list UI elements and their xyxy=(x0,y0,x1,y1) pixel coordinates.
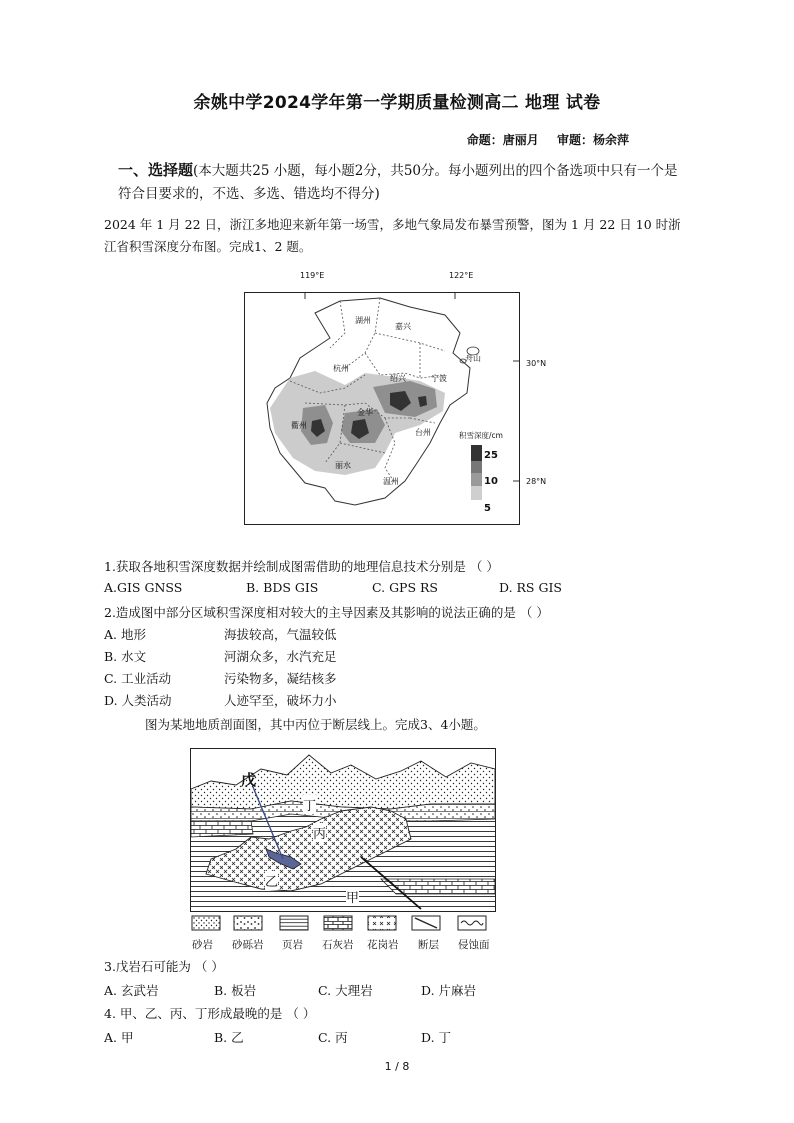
legend-shale xyxy=(280,916,308,930)
legend-box-25 xyxy=(471,445,482,461)
city-taizhou: 台州 xyxy=(415,428,431,437)
legend-title: 积雪深度/cm xyxy=(459,431,503,440)
q3-option-b: B. 板岩 xyxy=(214,983,257,998)
q4-option-c: C. 丙 xyxy=(318,1030,348,1045)
snow-depth-map xyxy=(244,292,520,525)
legend-box-10 xyxy=(471,473,482,486)
legend-granite xyxy=(368,916,396,930)
q1-options xyxy=(104,580,562,595)
legend-box-15 xyxy=(471,461,482,473)
city-ningbo: 宁波 xyxy=(431,374,447,383)
legend-label-conglomerate: 砂砾岩 xyxy=(232,939,264,951)
section-heading xyxy=(118,159,678,206)
q2-option-d-key: D. 人类活动 xyxy=(104,693,172,708)
city-lishui: 丽水 xyxy=(335,461,351,470)
q1-option-a: A.GIS GNSS xyxy=(104,580,183,595)
reviewer: 审题：杨余萍 xyxy=(556,133,629,147)
page-number: 1 / 8 xyxy=(384,1060,410,1073)
q2-option-d-val: 人迹罕至，破坏力小 xyxy=(224,693,337,708)
q2-option-b-key: B. 水文 xyxy=(104,649,147,664)
page-title: 余姚中学2024学年第一学期质量检测高二 地理 试卷 xyxy=(193,93,601,113)
q1-option-b: B. BDS GIS xyxy=(246,580,319,595)
legend-val-5: 5 xyxy=(484,503,491,514)
label-jia: 甲 xyxy=(346,887,359,906)
city-wenzhou: 温州 xyxy=(383,477,399,486)
q1-option-d: D. RS GIS xyxy=(499,580,562,595)
legend-label-limestone: 石灰岩 xyxy=(322,939,354,951)
q3-option-c: C. 大理岩 xyxy=(318,983,373,998)
q2-stem: 2.造成图中部分区域积雪深度相对较大的主导因素及其影响的说法正确的是 （ ） xyxy=(104,605,549,620)
lat-label-28: 28°N xyxy=(526,477,547,486)
city-huzhou: 湖州 xyxy=(355,316,371,325)
geo-legend-swatches xyxy=(190,914,530,934)
q3-options xyxy=(104,981,476,999)
legend-label-shale: 页岩 xyxy=(282,939,303,951)
intro-paragraph-2: 图为某地地质剖面图，其中丙位于断层线上。完成3、4小题。 xyxy=(145,717,486,732)
q1-option-c: C. GPS RS xyxy=(372,580,438,595)
q4-stem: 4. 甲、乙、丙、丁形成最晚的是 （ ） xyxy=(104,1006,316,1021)
legend-conglomerate xyxy=(234,916,262,930)
label-ding: 丁 xyxy=(303,795,316,814)
setter: 命题：唐丽月 xyxy=(466,133,539,147)
q2-option-a-val: 海拔较高，气温较低 xyxy=(224,627,337,642)
limestone-left xyxy=(191,821,253,837)
legend-label-erosion: 侵蚀面 xyxy=(458,939,490,951)
q4-option-d: D. 丁 xyxy=(421,1030,452,1045)
label-yi: 乙 xyxy=(265,871,278,890)
intro-paragraph-1: 2024 年 1 月 22 日，浙江多地迎来新年第一场雪，多地气象局发布暴雪预警，图为 1 月 22 日 10 时浙江省积雪深度分布图。完成1、2 题。 xyxy=(104,217,681,254)
legend-sandstone xyxy=(192,916,220,930)
city-hangzhou: 杭州 xyxy=(333,364,349,373)
geologic-drawing xyxy=(191,749,495,911)
section-title: 一、选择题 xyxy=(118,161,194,179)
legend-erosion xyxy=(458,916,486,930)
legend-label-granite: 花岗岩 xyxy=(367,939,399,951)
q2-option-d xyxy=(104,691,337,709)
q2-option-b-val: 河湖众多，水汽充足 xyxy=(224,649,337,664)
q3-option-d: D. 片麻岩 xyxy=(421,983,477,998)
city-jinhua: 金华 xyxy=(357,408,373,417)
legend-val-25: 25 xyxy=(484,450,498,461)
label-wu: 戊 xyxy=(241,771,257,789)
lat-label-30: 30°N xyxy=(526,359,547,368)
lon-label-122: 122°E xyxy=(449,271,474,280)
q2-option-b xyxy=(104,647,337,665)
geologic-section xyxy=(190,748,496,912)
q3-stem: 3.戊岩石可能为 （ ） xyxy=(104,959,224,974)
q2-option-c xyxy=(104,669,337,687)
q1-stem: 1.获取各地积雪深度数据并绘制成图需借助的地理信息技术分别是 （ ） xyxy=(104,559,499,574)
limestone-band xyxy=(381,879,495,894)
city-zhoushan: 舟山 xyxy=(465,354,481,363)
q2-option-a xyxy=(104,625,337,643)
label-bing: 丙 xyxy=(313,823,326,842)
legend-label-sandstone: 砂岩 xyxy=(192,939,213,951)
city-quzhou: 衢州 xyxy=(291,421,307,430)
city-jiaxing: 嘉兴 xyxy=(395,322,411,331)
legend-val-10: 10 xyxy=(484,476,498,487)
authors xyxy=(453,131,629,148)
legend-box-5 xyxy=(471,486,482,500)
q4-option-b: B. 乙 xyxy=(214,1030,244,1045)
section-desc: (本大题共25 小题，每小题2分，共50分。每小题列出的四个备选项中只有一个是符合目要求的，不选、多选、错选均不得分) xyxy=(118,163,678,202)
q4-option-a: A. 甲 xyxy=(104,1030,134,1045)
city-shaoxing: 绍兴 xyxy=(390,374,406,383)
legend-limestone xyxy=(324,916,352,930)
legend-label-fault: 断层 xyxy=(418,939,439,951)
map-drawing xyxy=(245,293,519,524)
q4-options xyxy=(104,1028,451,1046)
q2-option-c-key: C. 工业活动 xyxy=(104,671,172,686)
q2-option-a-key: A. 地形 xyxy=(104,627,146,642)
q2-option-c-val: 污染物多，凝结核多 xyxy=(224,671,337,686)
lon-label-119: 119°E xyxy=(300,271,325,280)
q3-option-a: A. 玄武岩 xyxy=(104,983,159,998)
